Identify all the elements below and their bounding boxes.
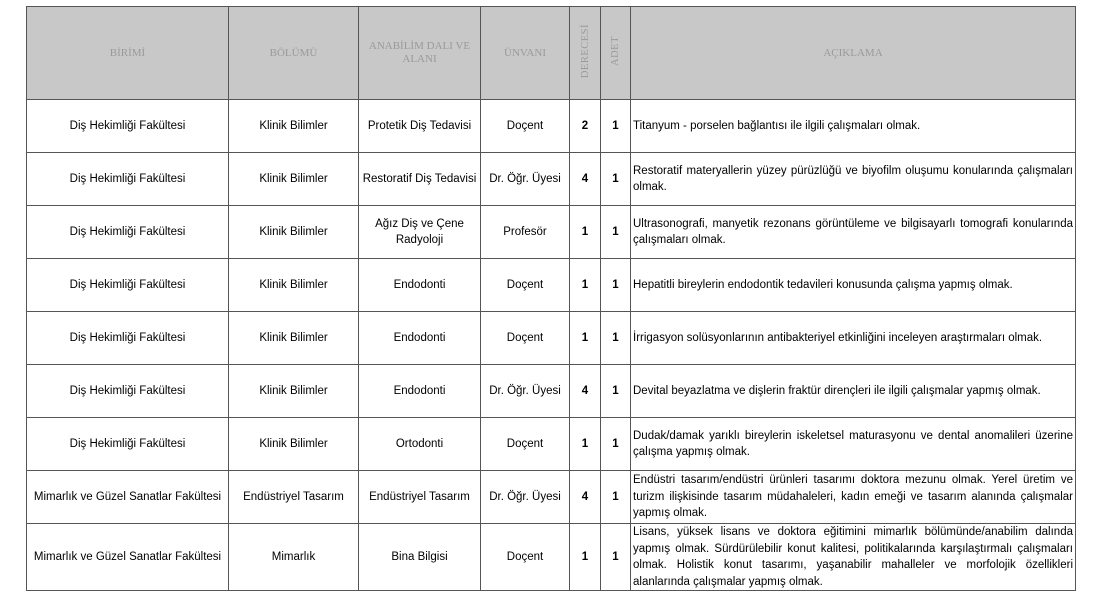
cell-birimi: Diş Hekimliği Fakültesi [27, 206, 229, 259]
cell-unvani: Dr. Öğr. Üyesi [481, 153, 570, 206]
table-row [27, 471, 1076, 524]
header-row [27, 7, 1076, 100]
table-row [27, 153, 1076, 206]
cell-derecesi: 1 [570, 524, 601, 591]
table-row [27, 206, 1076, 259]
table-row [27, 524, 1076, 591]
cell-adet: 1 [601, 471, 631, 524]
cell-derecesi: 1 [570, 418, 601, 471]
table-row [27, 365, 1076, 418]
cell-anabilim: Ortodonti [359, 418, 481, 471]
cell-adet: 1 [601, 153, 631, 206]
cell-anabilim: Endodonti [359, 259, 481, 312]
cell-anabilim: Ağız Diş ve Çene Radyoloji [359, 206, 481, 259]
cell-derecesi: 1 [570, 206, 601, 259]
header-derecesi-label: DERECESİ [579, 23, 591, 79]
cell-adet: 1 [601, 524, 631, 591]
table-row [27, 312, 1076, 365]
cell-aciklama: Dudak/damak yarıklı bireylerin iskeletsel maturasyonu ve dental anomalileri üzerine çalışma yapmış olmak. [631, 418, 1076, 471]
cell-aciklama: Devital beyazlatma ve dişlerin fraktür dirençleri ile ilgili çalışmalar yapmış olmak. [631, 365, 1076, 418]
cell-bolumu: Klinik Bilimler [229, 259, 359, 312]
cell-anabilim: Restoratif Diş Tedavisi [359, 153, 481, 206]
cell-derecesi: 4 [570, 153, 601, 206]
cell-birimi: Diş Hekimliği Fakültesi [27, 365, 229, 418]
header-bolumu: BÖLÜMÜ [229, 7, 359, 100]
cell-bolumu: Klinik Bilimler [229, 100, 359, 153]
cell-bolumu: Klinik Bilimler [229, 365, 359, 418]
cell-birimi: Diş Hekimliği Fakültesi [27, 312, 229, 365]
cell-aciklama: Lisans, yüksek lisans ve doktora eğitimini mimarlık bölümünde/anabilim dalında yapmış olmak. Sürdürülebilir konut kalitesi, politikalarında karşılaştırmalı çalışmaları olmak. Holistik konut tasarımı, yaşanabilir mahalleler ve morfolojik özellikleri alanlarında çalışmalar yapmış olmak. [631, 524, 1076, 591]
cell-birimi: Diş Hekimliği Fakültesi [27, 100, 229, 153]
cell-anabilim: Endüstriyel Tasarım [359, 471, 481, 524]
table-row [27, 100, 1076, 153]
cell-adet: 1 [601, 100, 631, 153]
cell-birimi: Mimarlık ve Güzel Sanatlar Fakültesi [27, 471, 229, 524]
cell-bolumu: Klinik Bilimler [229, 206, 359, 259]
cell-adet: 1 [601, 365, 631, 418]
table-row [27, 418, 1076, 471]
cell-bolumu: Endüstriyel Tasarım [229, 471, 359, 524]
header-aciklama: AÇIKLAMA [631, 7, 1076, 100]
cell-unvani: Dr. Öğr. Üyesi [481, 365, 570, 418]
cell-unvani: Doçent [481, 418, 570, 471]
header-unvani: ÜNVANI [481, 7, 570, 100]
cell-adet: 1 [601, 312, 631, 365]
cell-derecesi: 1 [570, 312, 601, 365]
cell-unvani: Dr. Öğr. Üyesi [481, 471, 570, 524]
cell-unvani: Doçent [481, 312, 570, 365]
header-adet-label: ADET [610, 36, 621, 66]
cell-anabilim: Bina Bilgisi [359, 524, 481, 591]
cell-derecesi: 4 [570, 365, 601, 418]
cell-anabilim: Endodonti [359, 312, 481, 365]
cell-bolumu: Klinik Bilimler [229, 153, 359, 206]
cell-unvani: Profesör [481, 206, 570, 259]
table-row [27, 259, 1076, 312]
cell-aciklama: Endüstri tasarım/endüstri ürünleri tasarımı doktora mezunu olmak. Yerel üretim ve turizm ilişkisinde tasarım müdahaleleri, kadın emeği ve tasarım alanında çalışmalar yapmış olmak. [631, 471, 1076, 524]
header-derecesi [570, 7, 601, 100]
cell-birimi: Diş Hekimliği Fakültesi [27, 259, 229, 312]
cell-birimi: Diş Hekimliği Fakültesi [27, 418, 229, 471]
cell-adet: 1 [601, 259, 631, 312]
cell-unvani: Doçent [481, 100, 570, 153]
cell-aciklama: Titanyum - porselen bağlantısı ile ilgili çalışmaları olmak. [631, 100, 1076, 153]
cell-aciklama: Restoratif materyallerin yüzey pürüzlüğü ve biyofilm oluşumu konularında çalışmaları olmak. [631, 153, 1076, 206]
cell-derecesi: 4 [570, 471, 601, 524]
header-adet [601, 7, 631, 100]
cell-aciklama: Hepatitli bireylerin endodontik tedavileri konusunda çalışma yapmış olmak. [631, 259, 1076, 312]
cell-bolumu: Klinik Bilimler [229, 418, 359, 471]
cell-birimi: Diş Hekimliği Fakültesi [27, 153, 229, 206]
cell-derecesi: 1 [570, 259, 601, 312]
cell-anabilim: Endodonti [359, 365, 481, 418]
cell-birimi: Mimarlık ve Güzel Sanatlar Fakültesi [27, 524, 229, 591]
cell-aciklama: Ultrasonografi, manyetik rezonans görüntüleme ve bilgisayarlı tomografi konularında çalışmaları olmak. [631, 206, 1076, 259]
cell-bolumu: Klinik Bilimler [229, 312, 359, 365]
cell-bolumu: Mimarlık [229, 524, 359, 591]
cell-adet: 1 [601, 206, 631, 259]
cell-adet: 1 [601, 418, 631, 471]
cell-unvani: Doçent [481, 259, 570, 312]
header-anabilim: ANABİLİM DALI VE ALANI [359, 7, 481, 100]
cell-aciklama: İrrigasyon solüsyonlarının antibakteriyel etkinliğini inceleyen araştırmaları olmak. [631, 312, 1076, 365]
positions-table [26, 6, 1076, 591]
cell-unvani: Doçent [481, 524, 570, 591]
cell-derecesi: 2 [570, 100, 601, 153]
cell-anabilim: Protetik Diş Tedavisi [359, 100, 481, 153]
header-birimi: BİRİMİ [27, 7, 229, 100]
